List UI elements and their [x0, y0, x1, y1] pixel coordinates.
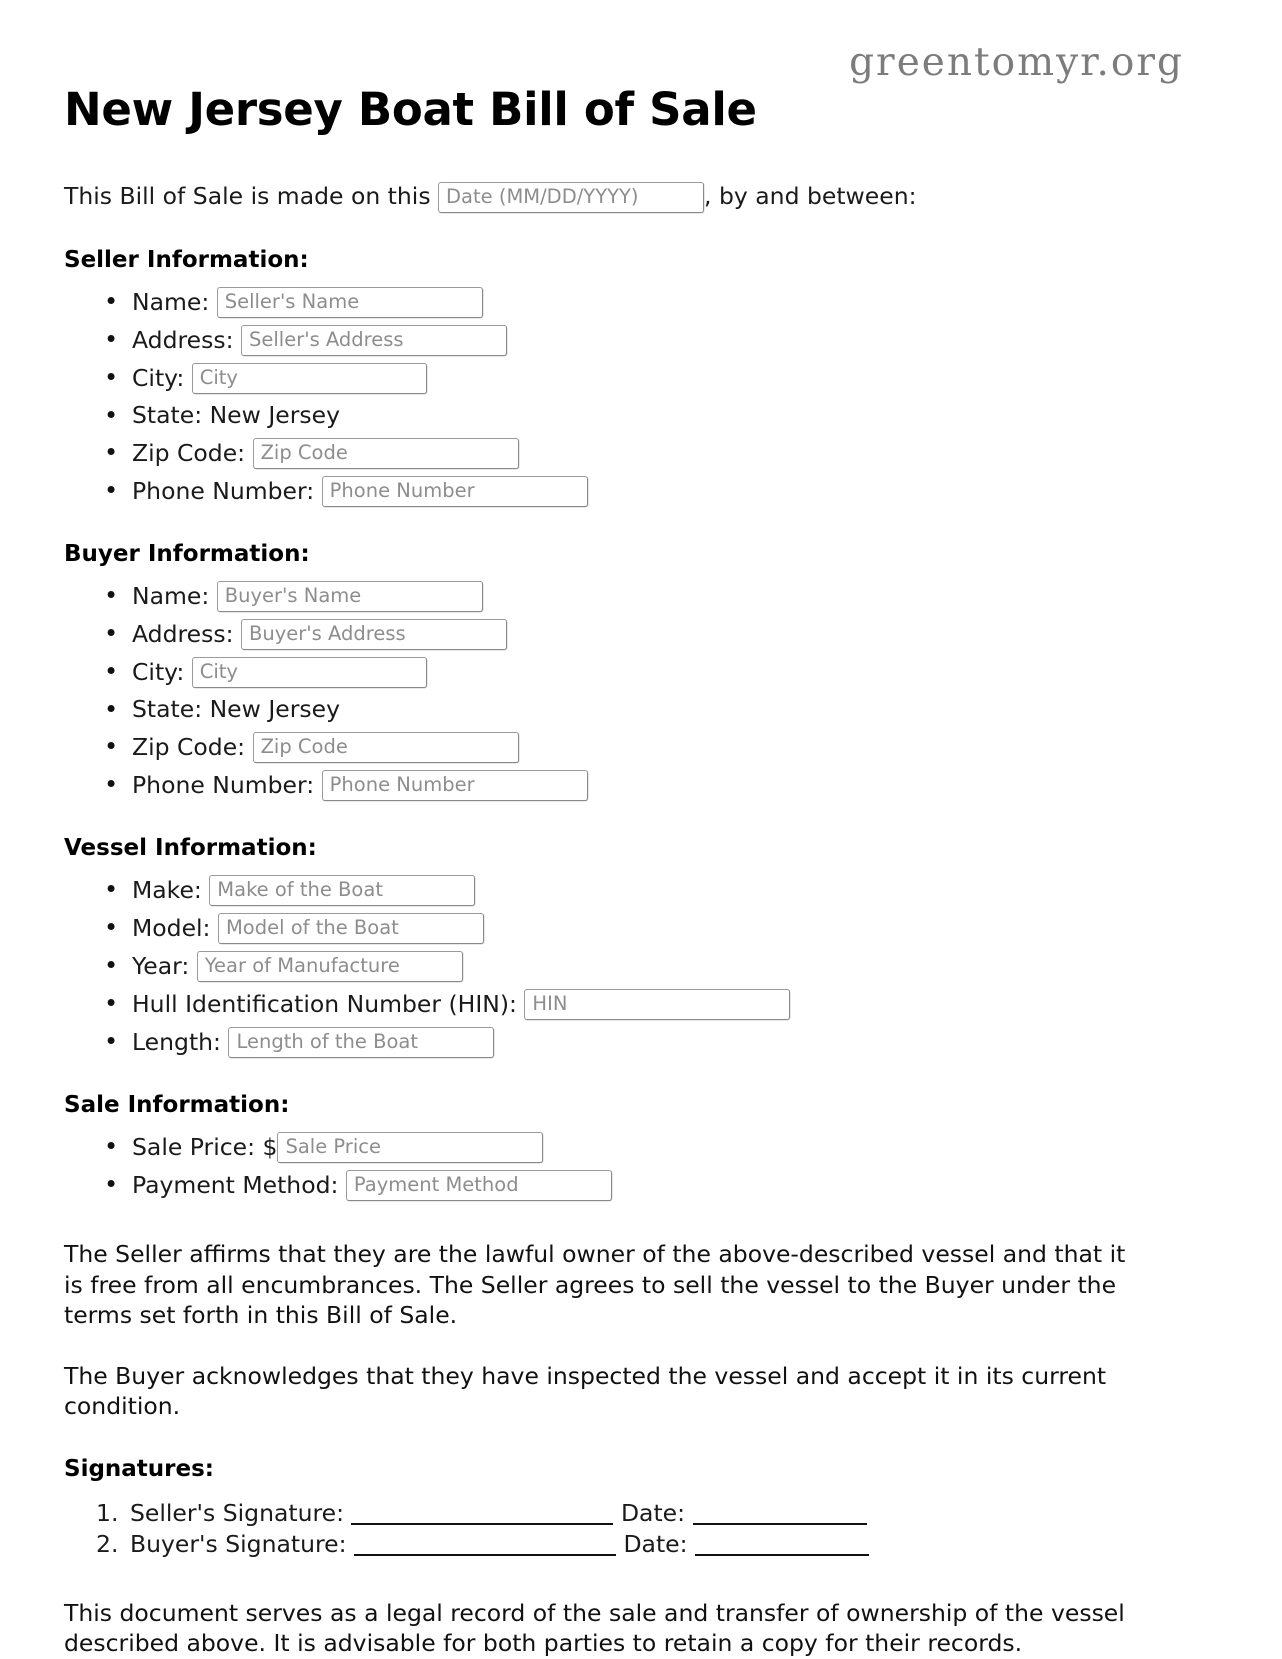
signature-row-seller	[96, 1498, 1218, 1529]
list-item	[104, 287, 1218, 318]
buyer-state-label: • State: New Jersey	[132, 695, 340, 724]
buyer-field-list	[64, 581, 1218, 801]
buyer-acknowledgement-paragraph: The Buyer acknowledges that they have inspected the vessel and accept it in its current condition.	[64, 1361, 1107, 1421]
buyer-section-heading: Buyer Information:	[64, 540, 310, 567]
vessel-length-label: • Length:	[132, 1027, 229, 1056]
seller-city-label: • City:	[132, 363, 192, 392]
buyer-phone-label: • Phone Number:	[132, 770, 322, 799]
list-item	[104, 1170, 1218, 1201]
seller-phone-label: • Phone Number:	[132, 476, 322, 505]
vessel-model-label: • Model:	[132, 913, 218, 942]
buyer-zip-label: • Zip Code:	[132, 732, 253, 761]
list-item	[104, 913, 1218, 944]
legal-record-paragraph: This document serves as a legal record of the sale and transfer of ownership of the vessel described above. It is advisable for both parties to retain a copy for their records.	[64, 1598, 1125, 1658]
list-item	[104, 732, 1218, 763]
list-item	[104, 770, 1218, 801]
intro-line	[64, 181, 1218, 213]
seller-affirmation-paragraph: The Seller affirms that they are the lawful owner of the above-described vessel and that it is free from all encumbrances. The Seller agrees to sell the vessel to the Buyer under the terms set forth in this Bill of Sale.	[64, 1239, 1126, 1330]
seller-name-input[interactable]	[217, 287, 483, 318]
sale-price-label: • Sale Price: $	[132, 1132, 278, 1161]
vessel-year-label: • Year:	[132, 951, 197, 980]
list-item	[104, 581, 1218, 612]
seller-address-label: • Address:	[132, 325, 241, 354]
list-item	[104, 438, 1218, 469]
seller-date-line[interactable]	[693, 1523, 867, 1525]
payment-method-label: • Payment Method:	[132, 1170, 346, 1199]
vessel-section-heading: Vessel Information:	[64, 834, 317, 861]
vessel-hin-label: • Hull Identification Number (HIN):	[132, 989, 525, 1018]
seller-city-input[interactable]	[192, 363, 427, 394]
seller-state-label: • State: New Jersey	[132, 401, 340, 430]
seller-name-label: • Name:	[132, 287, 217, 316]
buyer-city-label: • City:	[132, 657, 192, 686]
site-watermark: greentomyr.org	[849, 40, 1184, 85]
buyer-address-label: • Address:	[132, 619, 241, 648]
buyer-address-input[interactable]	[241, 619, 507, 650]
vessel-field-list	[64, 875, 1218, 1058]
buyer-name-label: • Name:	[132, 581, 217, 610]
list-item	[104, 363, 1218, 394]
list-item	[104, 657, 1218, 688]
seller-signature-line[interactable]	[351, 1523, 613, 1525]
seller-address-input[interactable]	[241, 325, 507, 356]
list-item	[104, 325, 1218, 356]
list-item	[104, 476, 1218, 507]
sale-section-heading: Sale Information:	[64, 1091, 290, 1118]
buyer-signature-line[interactable]	[354, 1554, 616, 1556]
intro-text-before: This Bill of Sale is made on this	[64, 182, 439, 211]
list-item	[104, 875, 1218, 906]
intro-text-after: , by and between:	[704, 182, 917, 211]
buyer-name-input[interactable]	[217, 581, 483, 612]
vessel-length-input[interactable]	[228, 1027, 494, 1058]
buyer-date-label: Date:	[615, 1529, 696, 1558]
payment-method-input[interactable]	[346, 1170, 612, 1201]
vessel-make-label: • Make:	[132, 875, 210, 904]
buyer-date-line[interactable]	[695, 1554, 869, 1556]
buyer-zip-input[interactable]	[253, 732, 519, 763]
seller-section-heading: Seller Information:	[64, 246, 309, 273]
list-item	[104, 951, 1218, 982]
signature-row-buyer	[96, 1529, 1218, 1560]
list-item	[104, 989, 1218, 1020]
vessel-make-input[interactable]	[209, 875, 475, 906]
seller-date-label: Date:	[613, 1498, 693, 1527]
buyer-city-input[interactable]	[192, 657, 427, 688]
seller-field-list	[64, 287, 1218, 507]
date-input[interactable]	[438, 182, 704, 213]
seller-signature-label: Seller's Signature:	[130, 1498, 352, 1527]
vessel-hin-input[interactable]	[524, 989, 790, 1020]
sale-field-list	[64, 1132, 1218, 1201]
seller-phone-input[interactable]	[322, 476, 588, 507]
signature-list	[64, 1498, 1218, 1560]
list-item	[104, 1027, 1218, 1058]
buyer-signature-label: Buyer's Signature:	[130, 1529, 354, 1558]
list-item	[104, 695, 1218, 725]
seller-zip-input[interactable]	[253, 438, 519, 469]
signatures-section-heading: Signatures:	[64, 1455, 215, 1482]
vessel-year-input[interactable]	[197, 951, 463, 982]
page-title: New Jersey Boat Bill of Sale	[64, 83, 757, 136]
list-item	[104, 1132, 1218, 1163]
buyer-phone-input[interactable]	[322, 770, 588, 801]
seller-zip-label: • Zip Code:	[132, 438, 253, 467]
list-item	[104, 401, 1218, 431]
sale-price-input[interactable]	[277, 1132, 543, 1163]
list-item	[104, 619, 1218, 650]
vessel-model-input[interactable]	[218, 913, 484, 944]
